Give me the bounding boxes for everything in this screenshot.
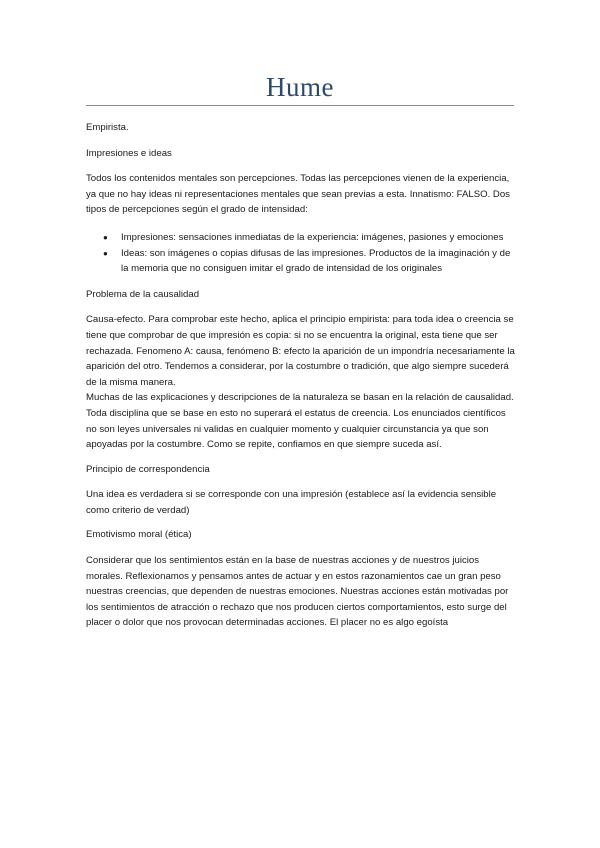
list-item-text: Impresiones: sensaciones inmediatas de la experiencia: imágenes, pasiones y emociones — [121, 231, 504, 243]
list-item — [86, 246, 516, 277]
bullet-icon: ● — [103, 232, 108, 242]
paragraph-impresiones: Todos los contenidos mentales son percepciones. Todas las percepciones vienen de la experiencia, ya que no hay ideas ni representaciones mentales que sean previas a esta. Innatismo: FALSO. Dos tipos de percepciones según el grado de intensidad: — [86, 173, 510, 216]
paragraph-causalidad-2: Muchas de las explicaciones y descripciones de la naturaleza se basan en la relación de causalidad. Toda disciplina que se base en esto no superará el estatus de creencia. Los enunciados científicos no son leyes universales ni validas en cualquier momento y cualquier circunstancia ya que son apoyadas por la costumbre. Como se repite, confiamos en que siempre suceda así. — [86, 392, 514, 451]
list-item — [86, 230, 516, 246]
section-heading-correspondencia: Principio de correspondencia — [86, 463, 210, 475]
paragraph-emotivismo: Considerar que los sentimientos están en la base de nuestras acciones y de nuestros juicios morales. Reflexionamos y pensamos antes de actuar y en estos razonamientos cae un gran peso nuestras creencias, que dependen de nuestras emociones. Nuestras acciones están motivadas por los sentimientos de atracción o rechazo que nos producen ciertos comportamientos, esto surge del placer o dolor que nos provocan determinadas acciones. El placer no es algo egoísta — [86, 555, 509, 629]
section-heading-impresiones: Impresiones e ideas — [86, 147, 172, 159]
list-item-text: Ideas: son imágenes o copias difusas de las impresiones. Productos de la imaginación y de la memoria que no consiguen imitar el grado de intensidad de los originales — [121, 247, 511, 275]
percepciones-list — [86, 230, 516, 277]
document-body — [86, 120, 516, 640]
title-underline — [86, 105, 514, 106]
paragraph-correspondencia: Una idea es verdadera si se corresponde con una impresión (establece así la evidencia sensible como criterio de verdad) — [86, 489, 497, 516]
page-title: Hume — [266, 72, 334, 102]
section-heading-emotivismo: Emotivismo moral (ética) — [86, 529, 192, 541]
empirista-line: Empirista. — [86, 122, 129, 133]
bullet-icon: ● — [103, 248, 108, 258]
paragraph-causalidad-1: Causa-efecto. Para comprobar este hecho, aplica el principio empirista: para toda idea o creencia se tiene que comprobar de que impresión es copia: si no se encuentra la original, esta tiene que ser rechazada. Fenomeno A: causa, fenómeno B: efecto la aparición de un impondría necesariamente la aparición del otro. Tendemos a considerar, por la costumbre o tradición, que algo siempre sucederá de la misma manera. — [86, 314, 515, 388]
section-heading-causalidad: Problema de la causalidad — [86, 288, 200, 300]
